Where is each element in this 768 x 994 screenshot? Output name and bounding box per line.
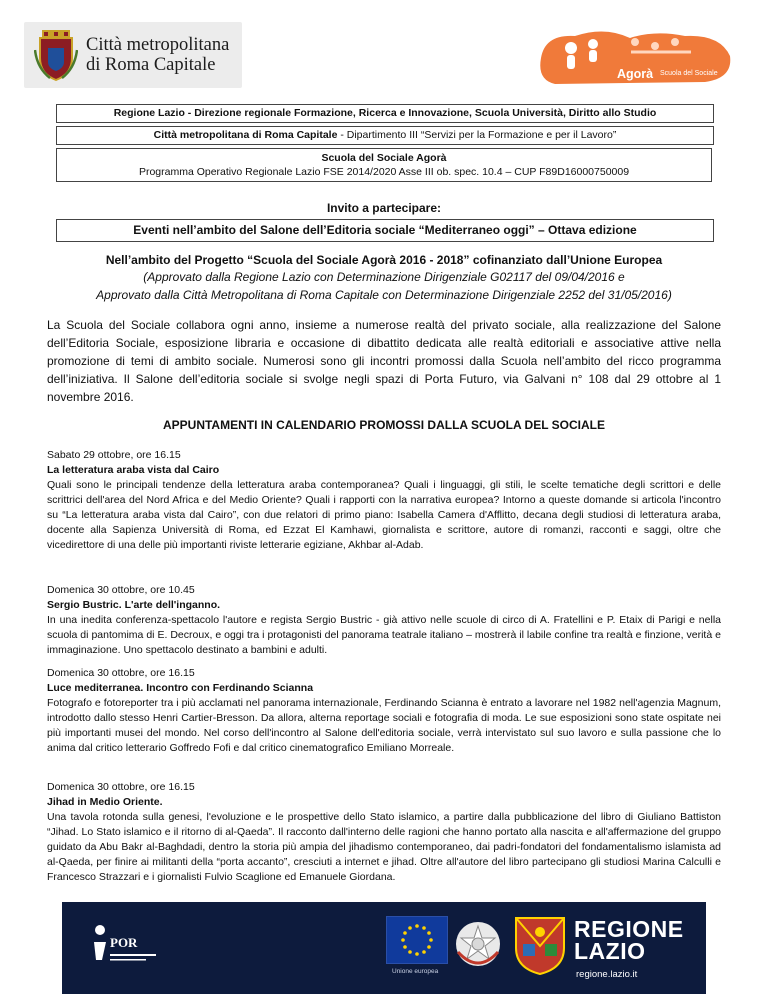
event-title: Luce mediterranea. Incontro con Ferdinando Scianna [47,682,314,694]
event-title: Jihad in Medio Oriente. [47,796,163,808]
eu-label: Unione europea [392,968,439,975]
event-item [47,448,721,553]
school-program: Programma Operativo Regionale Lazio FSE 2014/2020 Asse III ob. spec. 10.4 – CUP F89D16000750009 [138,166,630,178]
event-item [47,583,721,658]
approval-line-2: Approvato dalla Città Metropolitana di Roma Capitale con Determinazione Dirigenziale 2252 del 31/05/2016) [96,288,672,302]
event-date: Domenica 30 ottobre, ore 16.15 [47,667,195,679]
agora-tagline: Scuola del Sociale [660,70,718,77]
regione-lazio-wordmark [574,918,684,962]
intro-paragraph: La Scuola del Sociale collabora ogni anno, insieme a numerose realtà del privato sociale, alla realizzazione del Salone dell’Editoria Sociale, esposizione libraria e occasione di dibattito dedicata alle realtà editoriali e associative attive nella promozione di temi di ambito sociale. Numerosi sono gli incontri promossi dalla Scuola nell’ambito del ricco programma dell’iniziativa. Il Salone dell’editoria sociale si svolge negli spazi di Porta Futuro, via Galvani n° 108 dal 29 ottobre al 1 novembre 2016. [47,318,721,404]
citta-metropolitana-logo [24,22,242,88]
por-fse-logo [90,920,160,970]
approval-line-1: (Approvato dalla Regione Lazio con Determinazione Dirigenziale G02117 del 09/04/2016 e [143,270,625,284]
funding-banner [62,902,706,994]
regione-url: regione.lazio.it [576,969,638,980]
por-label: POR [110,935,138,950]
event-date: Domenica 30 ottobre, ore 16.15 [47,781,195,793]
city-name: Città metropolitana di Roma Capitale [153,129,338,141]
events-box: Eventi nell’ambito del Salone dell’Editoria sociale “Mediterraneo oggi” – Ottava edizione [56,219,714,242]
agora-logo [535,26,735,94]
event-item [47,780,721,885]
event-description: Fotografo e fotoreporter tra i più acclamati nel panorama internazionale, Ferdinando Scianna è entrato a lavorare nel 1982 nell'agenzia Magnum, introdotto dallo stesso Henri Cartier-Bresson. Da allora, alterna reportage sociali e fotografia di moda. Le sue esposizioni sono state ospitate nei più importanti musei del mondo. Nel corso dell'incontro al Salone dell'editoria sociale, verrà intervistato sul suo lavoro e sulla passione che lo anima dal critico letterario Goffredo Fofi e dal critico cinematografico Emiliano Morreale. [47,697,721,754]
event-description: Quali sono le principali tendenze della letteratura araba contemporanea? Quali i linguaggi, gli stili, le scelte tematiche degli scrittori e delle scrittrici dell'area del Nord Africa e del Medio Oriente? Quali i rapporti con la narrativa europea? Intorno a queste domande si articola l'incontro su “La letteratura araba vista dal Cairo”, con due relatori di primo piano: Isabella Camera d'Afflitto, decana degli studiosi di letteratura araba, docente alla Sapienza Università di Roma, ed Ezzat El Kamhawi, giornalista e scrittore, autore di romanzi, racconti e saggi, oltre che vicedirettore di una delle più importanti riviste letterarie egiziane, Akhbar al-Adab. [47,479,721,551]
school-title: Scuola del Sociale Agorà [321,152,447,164]
region-text: Regione Lazio - Direzione regionale Formazione, Ricerca e Innovazione, Scuola Università, Diritto allo Studio [113,107,657,119]
invite-heading: Invito a partecipare: [326,201,442,215]
approval-note [20,268,748,304]
event-item [47,666,721,756]
event-date: Domenica 30 ottobre, ore 10.45 [47,584,195,596]
event-title: Sergio Bustric. L'arte dell'inganno. [47,599,221,611]
project-title: Nell’ambito del Progetto “Scuola del Sociale Agorà 2016 - 2018” cofinanziato dall’Unione Europea [105,253,663,267]
eu-flag-icon [386,916,448,964]
logo-line-1: Città metropolitana [86,35,230,55]
coat-of-arms-icon [34,28,78,82]
agora-name: Agorà [617,67,654,81]
logo-line-2: di Roma Capitale [86,55,216,75]
regione-lazio-arms-icon [510,912,570,976]
event-title: La letteratura araba vista dal Cairo [47,464,220,476]
event-date: Sabato 29 ottobre, ore 16.15 [47,449,181,461]
city-department: - Dipartimento III “Servizi per la Formazione e per il Lavoro” [337,129,617,141]
calendar-heading: APPUNTAMENTI IN CALENDARIO PROMOSSI DALLA SCUOLA DEL SOCIALE [162,418,605,432]
region-box [56,104,714,123]
event-description: Una tavola rotonda sulla genesi, l'evoluzione e le prospettive dello Stato islamico, a partire dalla pubblicazione del libro di Giuliano Battiston “Jihad. Lo Stato islamico e il ritorno di al-Qaeda”. Il racconto dall'interno delle ragioni che hanno portato alla nascita e all'affermazione del gruppo guidato da Abu Bakr al-Baghdadi, dentro la storia più ampia del jihadismo contemporaneo, dai padri-fondatori del fondamentalismo islamista ad al-Qaeda, per finire ai militanti della “porta accanto”, cresciuti a internet e jihad. Oltre all'autore del libro partecipano gli studiosi Marina Calculli e Francesco Strazzari e i giornalisti Fulvio Scaglione ed Emanuele Giordana. [47,811,721,883]
event-description: In una inedita conferenza-spettacolo l'autore e regista Sergio Bustric - già attivo nelle scuole di circo di A. Fratellini e P. Etaix di Parigi e nella scuola di pantomima di E. Decroux, e oggi tra i protagonisti del panorama teatrale italiano – mostrerà il labile confine tra realtà e finzione, verità e immaginazione. Uno spettacolo destinato a bambini e adulti. [47,614,721,656]
regione-line-1: REGIONE [574,916,684,942]
regione-line-2: LAZIO [574,938,646,964]
city-box [56,126,714,145]
italian-republic-emblem-icon [450,916,506,974]
school-box [56,148,712,182]
